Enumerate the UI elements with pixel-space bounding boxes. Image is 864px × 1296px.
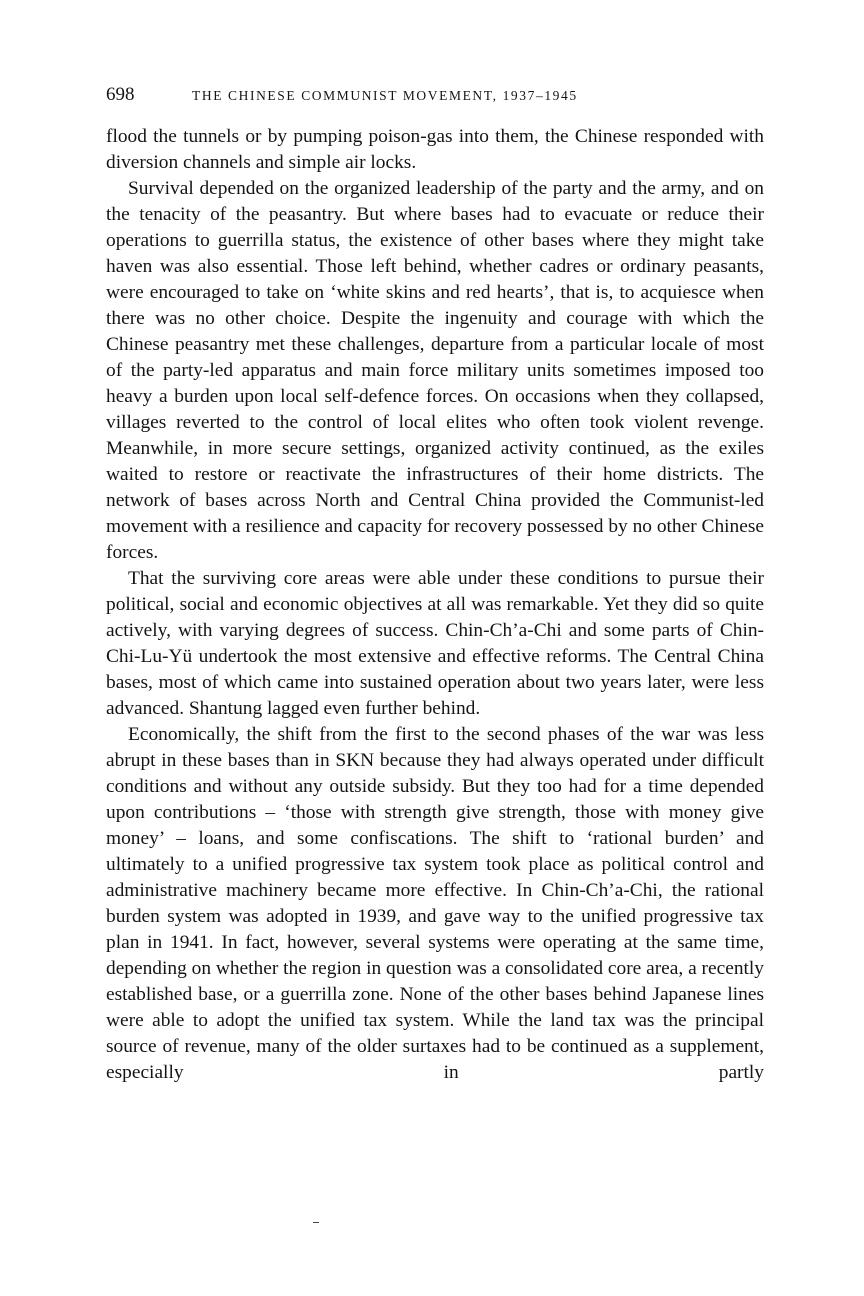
- running-head: THE CHINESE COMMUNIST MOVEMENT, 1937–1945: [192, 88, 578, 103]
- book-page: [106, 84, 764, 1086]
- body-text: [106, 124, 764, 1086]
- print-mark: [313, 1222, 319, 1223]
- page-number: 698: [106, 84, 135, 105]
- page-header: [106, 84, 764, 124]
- paragraph-continuation: flood the tunnels or by pumping poison-gas into them, the Chinese responded with diversion channels and simple air locks.: [106, 126, 764, 173]
- paragraph-economics: Economically, the shift from the first to the second phases of the war was less abrupt in these bases than in SKN because they had always operated under difficult conditions and without any outside subsidy. But they too had for a time depended upon contributions – ‘those with strength give strength, those with money give money’ – loans, and some confiscations. The shift to ‘rational burden’ and ultimately to a unified progressive tax system took place as political control and administrative machinery became more effective. In Chin-Ch’a-Chi, the rational burden system was adopted in 1939, and gave way to the unified progressive tax plan in 1941. In fact, however, several systems were operating at the same time, depending on whether the region in question was a consolidated core area, a recently established base, or a guerrilla zone. None of the other bases behind Japanese lines were able to adopt the unified tax system. While the land tax was the principal source of revenue, many of the older surtaxes had to be continued as a supplement, especially in partly: [106, 724, 764, 1083]
- paragraph-core-areas: That the surviving core areas were able under these conditions to pursue their political, social and economic objectives at all was remarkable. Yet they did so quite actively, with varying degrees of success. Chin-Ch’a-Chi and some parts of Chin-Chi-Lu-Yü undertook the most extensive and effective reforms. The Central China bases, most of which came into sustained operation about two years later, were less advanced. Shantung lagged even further behind.: [106, 568, 764, 719]
- paragraph-survival: Survival depended on the organized leadership of the party and the army, and on the tenacity of the peasantry. But where bases had to evacuate or reduce their operations to guerrilla status, the existence of other bases where they might take haven was also essential. Those left behind, whether cadres or ordinary peasants, were encouraged to take on ‘white skins and red hearts’, that is, to acquiesce when there was no other choice. Despite the ingenuity and courage with which the Chinese peasantry met these challenges, departure from a particular locale of most of the party-led apparatus and main force military units sometimes imposed too heavy a burden upon local self-defence forces. On occasions when they collapsed, villages reverted to the control of local elites who often took violent revenge. Meanwhile, in more secure settings, organized activity continued, as the exiles waited to restore or reactivate the infrastructures of their home districts. The network of bases across North and Central China provided the Communist-led movement with a resilience and capacity for recovery possessed by no other Chinese forces.: [106, 178, 764, 563]
